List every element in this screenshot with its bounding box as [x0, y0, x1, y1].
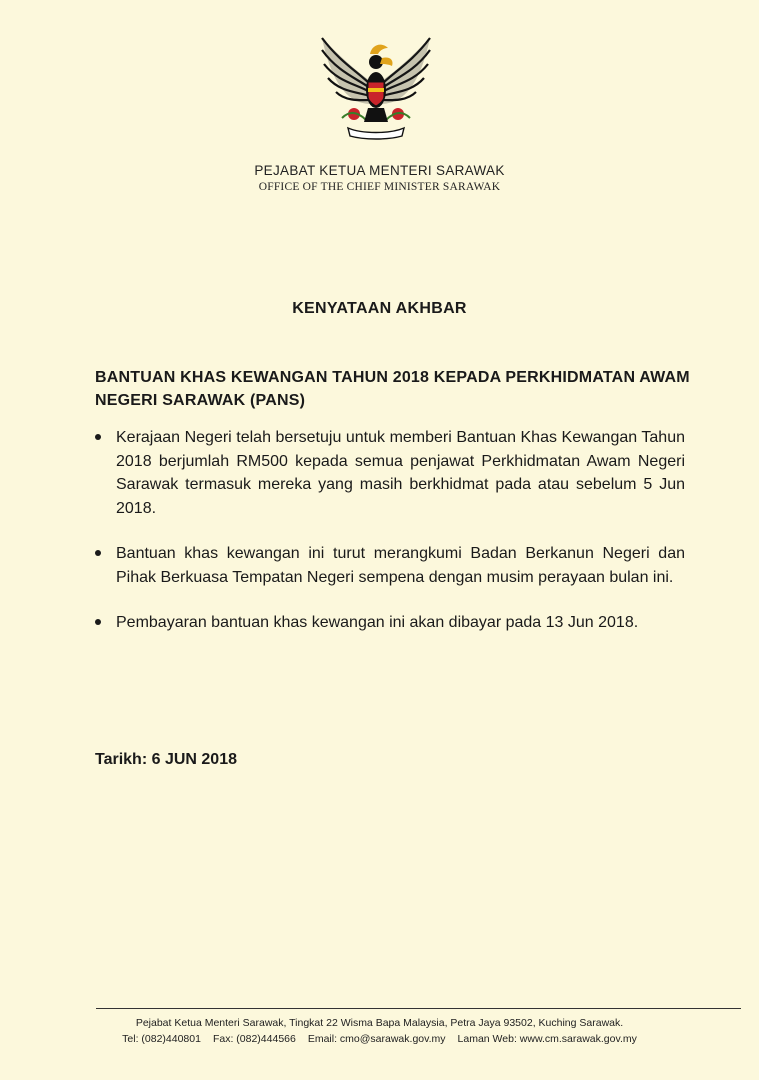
bullet-text: Pembayaran bantuan khas kewangan ini akan dibayar pada 13 Jun 2018.: [116, 614, 639, 631]
bullet-icon: [95, 619, 101, 625]
office-name-malay: PEJABAT KETUA MENTERI SARAWAK: [254, 163, 505, 178]
list-item: [95, 426, 685, 520]
statement-title: BANTUAN KHAS KEWANGAN TAHUN 2018 KEPADA PERKHIDMATAN AWAM NEGERI SARAWAK (PANS): [95, 369, 690, 409]
bullet-text: Bantuan khas kewangan ini turut merangkumi Badan Berkanun Negeri dan Pihak Berkuasa Tempatan Negeri sempena dengan musim perayaan bulan ini.: [116, 545, 685, 586]
sarawak-hornbill-crest-icon: [318, 32, 434, 142]
list-item: [95, 611, 685, 635]
bullet-text: Kerajaan Negeri telah bersetuju untuk memberi Bantuan Khas Kewangan Tahun 2018 berjumlah RM500 kepada semua penjawat Perkhidmatan Awam Negeri Sarawak termasuk mereka yang masih berkhidmat pada atau sebelum 5 Jun 2018.: [116, 429, 685, 517]
footer-tel: Tel: (082)440801: [122, 1033, 201, 1045]
footer-address: Pejabat Ketua Menteri Sarawak, Tingkat 22 Wisma Bapa Malaysia, Petra Jaya 93502, Kuching Sarawak.: [135, 1017, 624, 1029]
footer-contacts: [0, 1033, 759, 1045]
office-name-english: OFFICE OF THE CHIEF MINISTER SARAWAK: [258, 181, 501, 193]
footer-website[interactable]: Laman Web: www.cm.sarawak.gov.my: [457, 1033, 637, 1045]
bullet-icon: [95, 550, 101, 556]
footer-email[interactable]: Email: cmo@sarawak.gov.my: [307, 1033, 446, 1045]
statement-bullet-list: [95, 426, 685, 657]
footer-divider: [96, 1008, 741, 1009]
footer-fax: Fax: (082)444566: [212, 1033, 296, 1045]
list-item: [95, 542, 685, 589]
statement-date: Tarikh: 6 JUN 2018: [95, 751, 237, 768]
bullet-icon: [95, 434, 101, 440]
press-statement-heading: KENYATAAN AKHBAR: [292, 300, 467, 317]
